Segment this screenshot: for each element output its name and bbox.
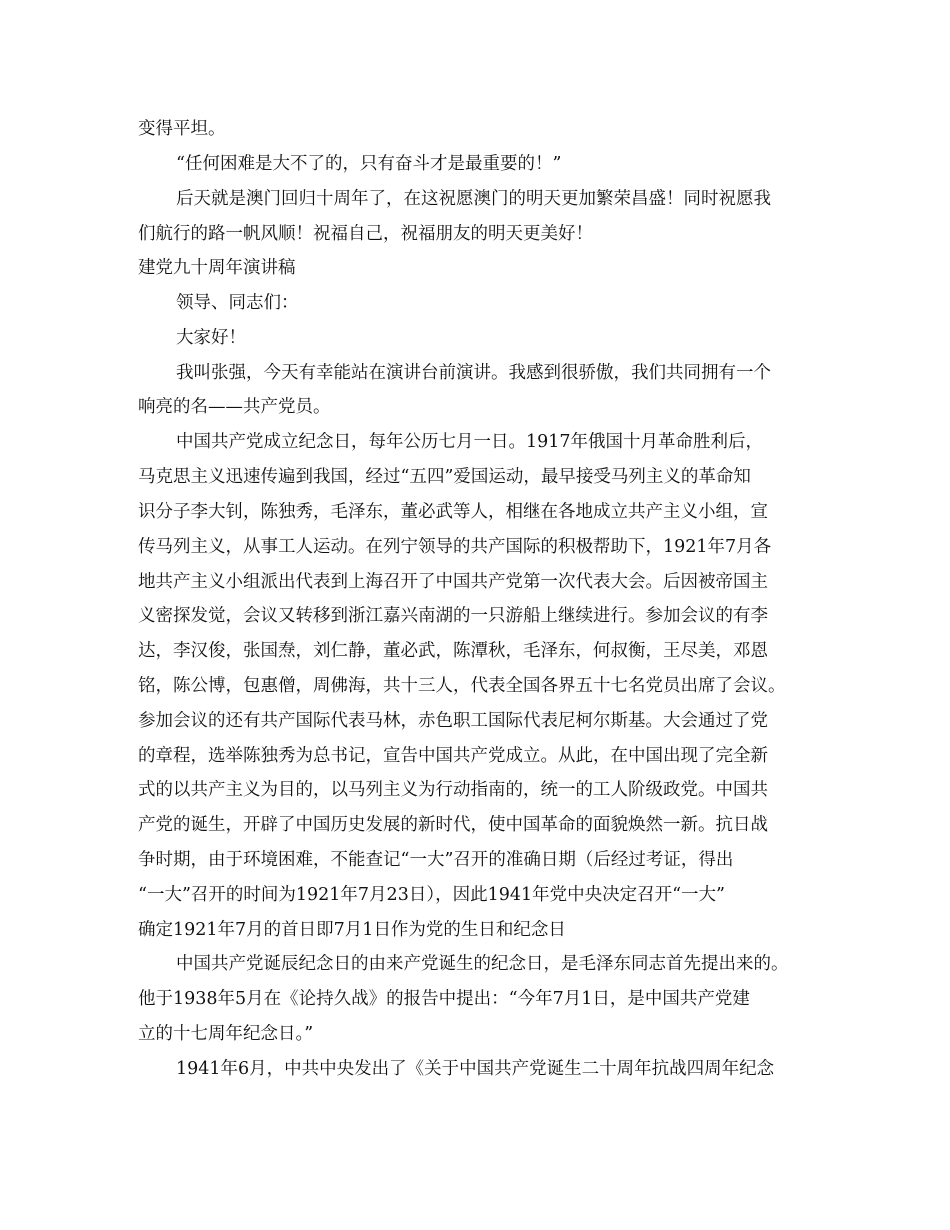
- text-line: 争时期，由于环境困难，不能查记“一大”召开的准确日期（后经过考证，得出: [138, 850, 734, 870]
- text-line: 产党的诞生，开辟了中国历史发展的新时代，使中国革命的面貌焕然一新。抗日战: [138, 815, 768, 835]
- text-line: 他于1938年5月在《论持久战》的报告中提出：“今年7月1日，是中国共产党建: [138, 989, 750, 1009]
- text-line: 大家好！: [176, 328, 246, 348]
- text-line: 领导、同志们：: [176, 293, 299, 313]
- text-line: 变得平坦。: [138, 119, 226, 139]
- text-line: 立的十七周年纪念日。”: [138, 1024, 314, 1044]
- text-line: 铭，陈公博，包惠僧，周佛海，共十三人，代表全国各界五十七名党员出席了会议。: [138, 676, 786, 696]
- text-line: “任何困难是大不了的，只有奋斗才是最重要的！”: [176, 154, 562, 174]
- text-line: 式的以共产主义为目的，以马列主义为行动指南的，统一的工人阶级政党。中国共: [138, 780, 768, 800]
- text-line: 的章程，选举陈独秀为总书记，宣告中国共产党成立。从此，在中国出现了完全新: [138, 746, 768, 766]
- text-line: 响亮的名——共产党员。: [138, 397, 331, 417]
- text-line: 1941年6月，中共中央发出了《关于中国共产党诞生二十周年抗战四周年纪念: [176, 1059, 775, 1079]
- text-line: 达，李汉俊，张国焘，刘仁静，董必武，陈潭秋，毛泽东，何叔衡，王尽美，邓恩: [138, 641, 768, 661]
- text-line: 中国共产党诞辰纪念日的由来产党诞生的纪念日，是毛泽东同志首先提出来的。: [176, 954, 789, 974]
- text-line: 识分子李大钊，陈独秀，毛泽东，董必武等人，相继在各地成立共产主义小组，宣: [138, 502, 768, 522]
- text-line: “一大”召开的时间为1921年7月23日），因此1941年党中央决定召开“一大”: [138, 885, 726, 905]
- text-line: 马克思主义迅速传遍到我国，经过“五四”爱国运动，最早接受马列主义的革命知: [138, 467, 751, 487]
- text-line: 后天就是澳门回归十周年了，在这祝愿澳门的明天更加繁荣昌盛！同时祝愿我: [176, 189, 771, 209]
- text-line: 中国共产党成立纪念日，每年公历七月一日。1917年俄国十月革命胜利后，: [176, 432, 764, 452]
- text-line: 义密探发觉，会议又转移到浙江嘉兴南湖的一只游船上继续进行。参加会议的有李: [138, 606, 768, 626]
- text-line: 传马列主义，从事工人运动。在列宁领导的共产国际的积极帮助下，1921年7月各: [138, 537, 772, 557]
- text-line: 地共产主义小组派出代表到上海召开了中国共产党第一次代表大会。后因被帝国主: [138, 572, 768, 592]
- section-heading: 建党九十周年演讲稿: [138, 258, 296, 278]
- text-line: 参加会议的还有共产国际代表马林，赤色职工国际代表尼柯尔斯基。大会通过了党: [138, 711, 768, 731]
- text-line: 我叫张强，今天有幸能站在演讲台前演讲。我感到很骄傲，我们共同拥有一个: [176, 363, 771, 383]
- text-line: 们航行的路一帆风顺！祝福自己，祝福朋友的明天更美好！: [138, 224, 593, 244]
- text-line: 确定1921年7月的首日即7月1日作为党的生日和纪念日: [138, 920, 566, 940]
